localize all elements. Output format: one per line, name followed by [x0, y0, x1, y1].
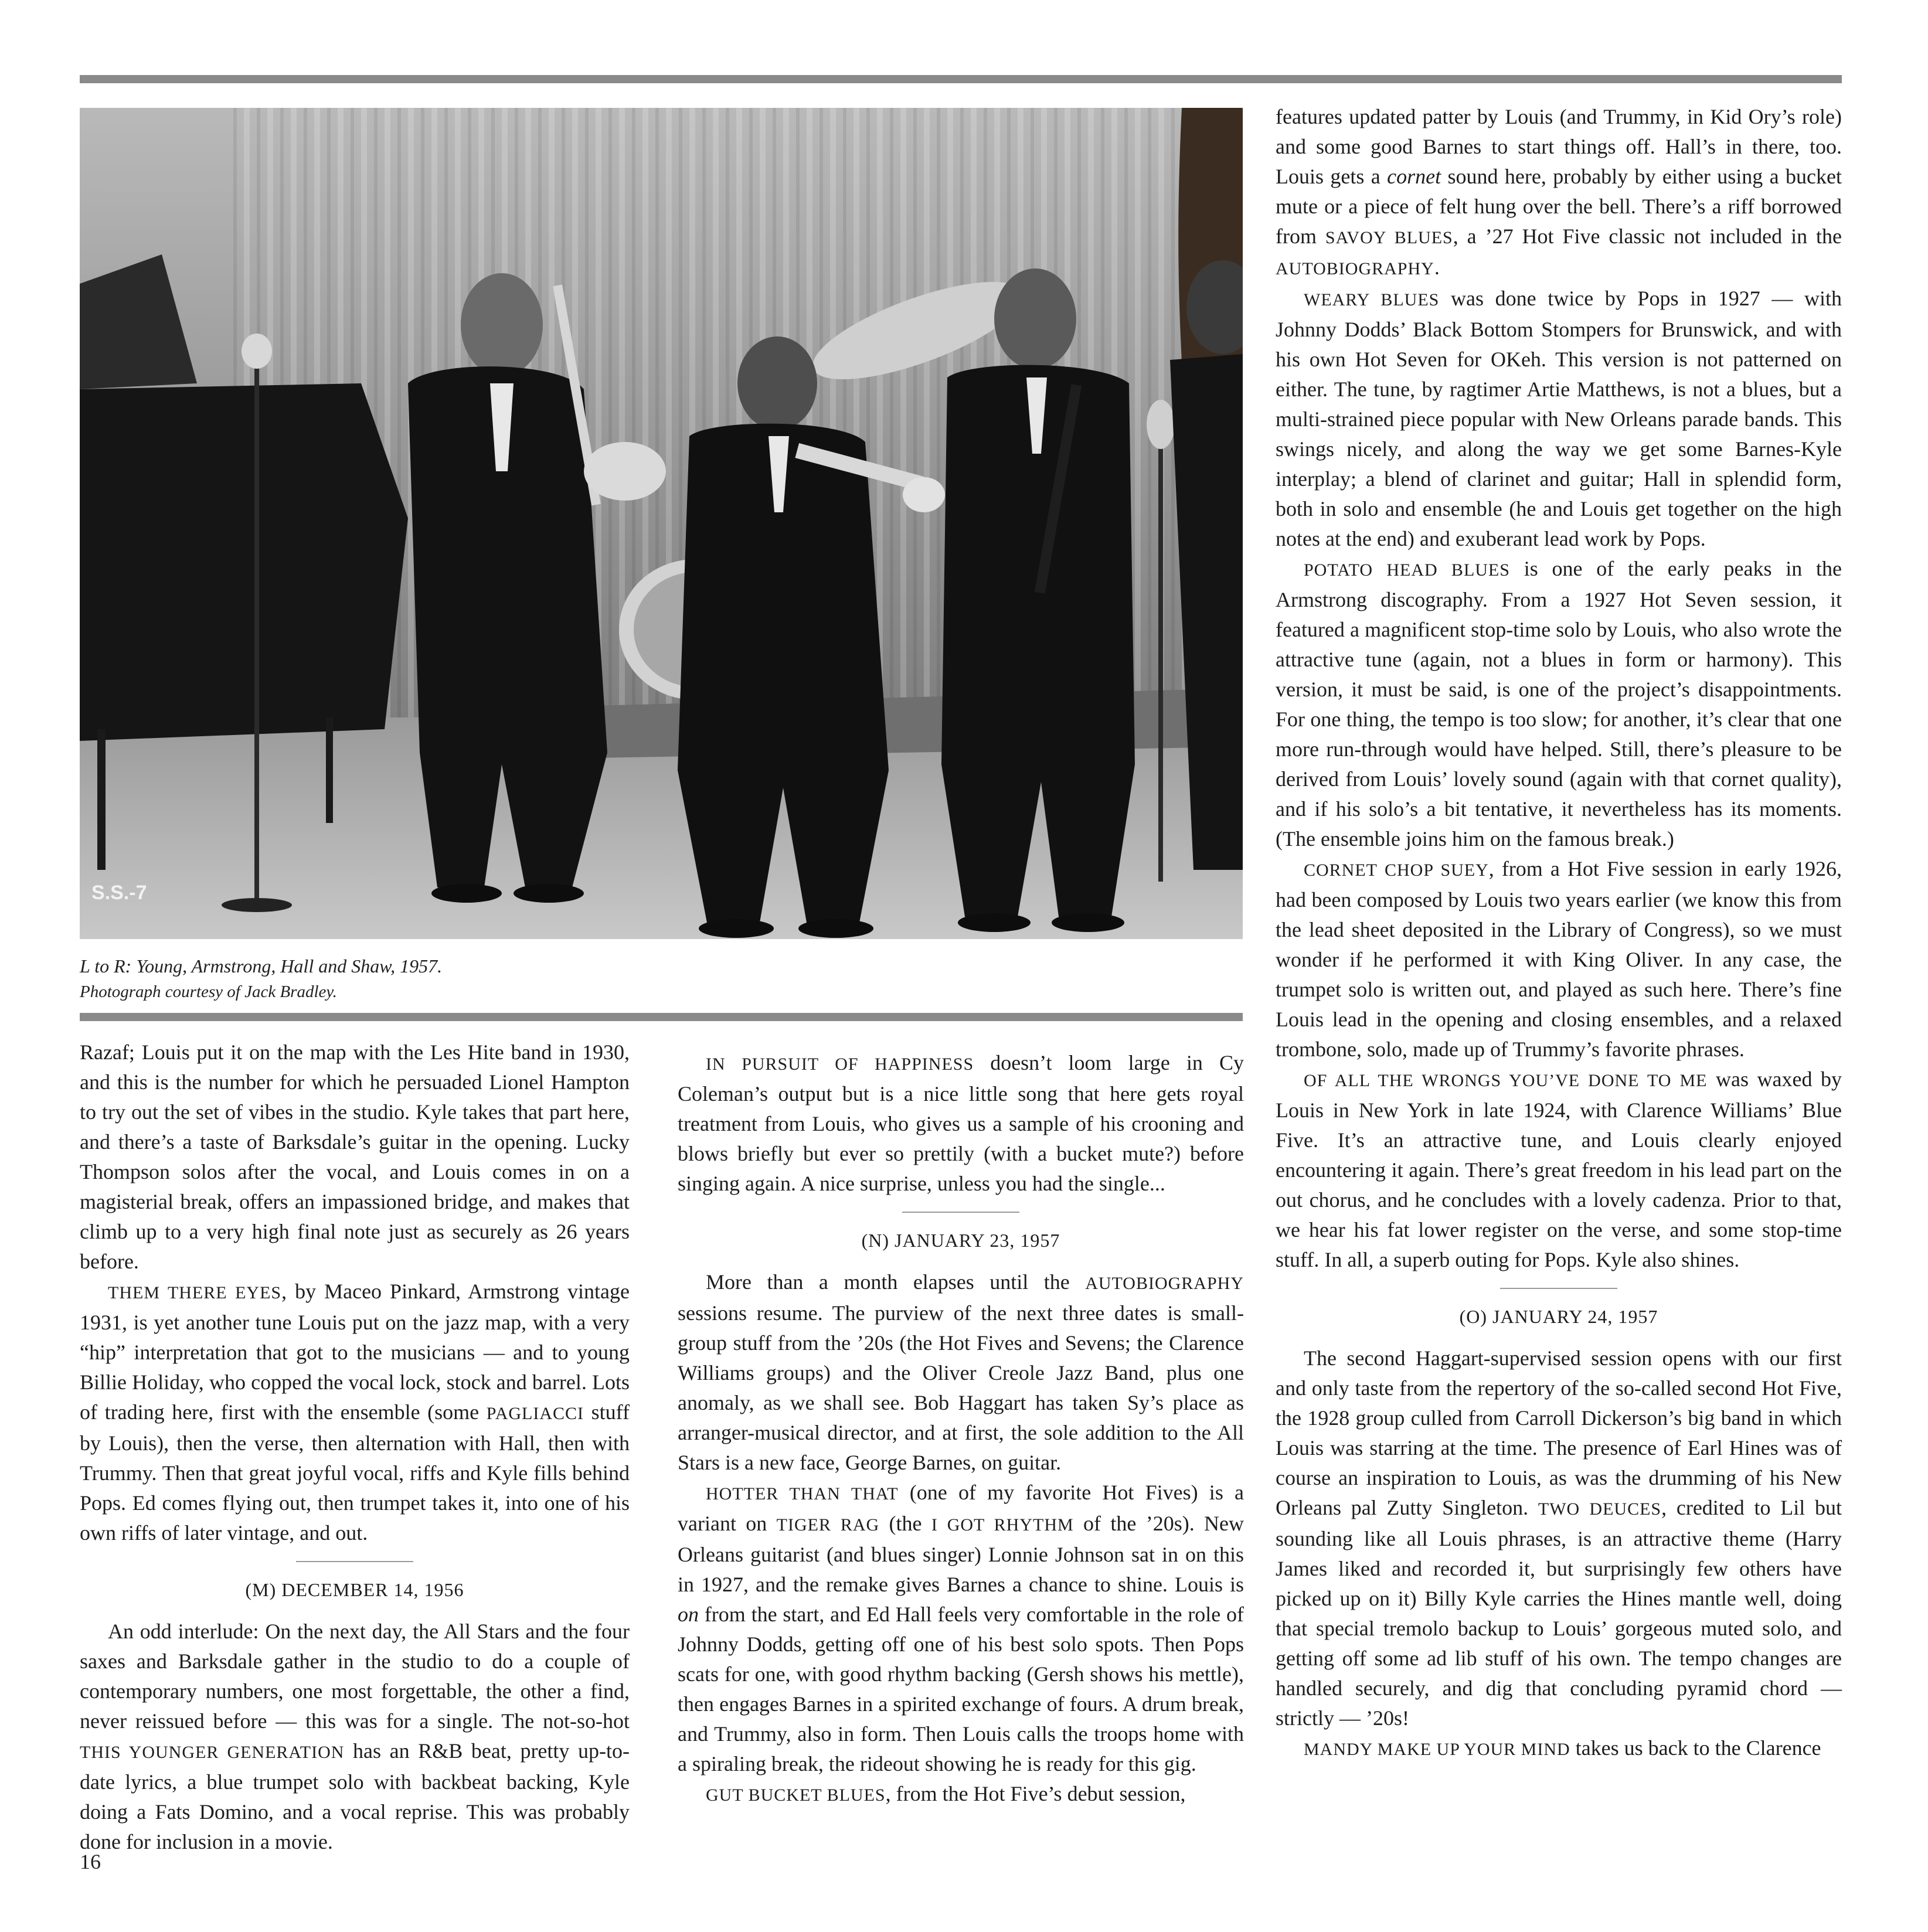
song-title: TIGER RAG: [776, 1515, 880, 1535]
column-2: [678, 1048, 1244, 1810]
text-run: , a ’27 Hot Five classic not included in the: [1453, 225, 1842, 248]
text-run: is one of the early peaks in the Armstrong discography. From a 1927 Hot Seven session, it featured a magnificent stop-time solo by Louis, who also wrote the attractive tune (again, not a blues in form or harmony). This version, it must be said, is one of the project’s disappointments. For one thing, the tempo is too slow; for another, it’s clear that one more run-through would have helped. Still, there’s pleasure to be derived from Louis’ lovely sound (again with that cornet quality), and if his solo’s a bit tentative, it nevertheless has its moments. (The ensemble joins him on the famous break.): [1276, 557, 1842, 851]
song-title: IN PURSUIT OF HAPPINESS: [706, 1055, 974, 1074]
photo-caption: [80, 953, 1243, 1005]
song-title: THEM THERE EYES: [108, 1283, 282, 1302]
band-photograph: [80, 108, 1243, 939]
text-run: stuff by Louis), then the verse, then alternation with Hall, then with Trummy. Then that great joyful vocal, riffs and Kyle fills behind Pops. Ed comes flying out, then trumpet takes it, into one of his own riffs of later vintage, and out.: [80, 1400, 630, 1545]
text-run: , credited to Lil but sounding like all Louis phrases, is an attractive theme (Harry James liked and recorded it, but surprisingly few others have picked up on it) Billy Kyle carries the Hines mantle well, doing that special tremolo backup to Louis’ gorgeous muted solo, and getting off some ad lib stuff of his own. The tempo changes are handled securely, and dig that concluding pyramid chord — strictly — ’20s!: [1276, 1496, 1842, 1730]
paragraph: [1276, 284, 1842, 554]
song-title: PAGLIACCI: [486, 1404, 584, 1423]
column-3: [1276, 102, 1842, 1764]
paragraph: [1276, 1733, 1842, 1764]
paragraph: [80, 1617, 630, 1857]
paragraph: [1276, 854, 1842, 1064]
paragraph: [80, 1277, 630, 1548]
text-run: , from the Hot Five’s debut session,: [885, 1782, 1186, 1805]
text-run: was waxed by Louis in New York in late 1924, with Clarence Williams’ Blue Five. It’s an attractive tune, and Louis clearly enjoyed encountering it again. There’s great freedom in his lead part on the out chorus, and he concludes with a lovely cadenza. Prior to that, we hear his fat lower register on the verse, and some stop-time stuff. In all, a superb outing for Pops. Kyle also shines.: [1276, 1067, 1842, 1271]
text-run: sessions resume. The purview of the next three dates is small-group stuff from the ’20s (the Hot Fives and Sevens; the Clarence Williams groups) and the Oliver Creole Jazz Band, plus one anomaly, as we shall see. Bob Haggart has taken Sy’s place as arranger-musical director, and at first, the sole addition to the All Stars is a new face, George Barnes, on guitar.: [678, 1301, 1244, 1474]
paragraph: Razaf; Louis put it on the map with the Les Hite band in 1930, and this is the number for which he persuaded Lionel Hampton to try out the set of vibes in the studio. Kyle takes that part here, and there’s a taste of Barksdale’s guitar in the opening. Lucky Thompson solos after the vocal, and Louis comes in on a magisterial break, offers an impassioned bridge, and makes that climb up to a very high final note just as securely as 26 years before.: [80, 1040, 630, 1273]
text-run: The second Haggart-supervised session opens with our first and only taste from the repertory of the so-called second Hot Five, the 1928 group culled from Carroll Dickerson’s big band in which Louis was starring at the time. The presence of Earl Hines was of course an inspiration to Louis, as was the drumming of his New Orleans pal Zutty Singleton.: [1276, 1346, 1842, 1519]
emphasis: on: [678, 1603, 699, 1626]
song-title: MANDY MAKE UP YOUR MIND: [1304, 1740, 1570, 1759]
song-title: AUTOBIOGRAPHY: [1085, 1274, 1244, 1293]
photo-illustration: [80, 108, 1243, 939]
text-run: doesn’t loom large in Cy Coleman’s output but is a nice little song that here gets royal treatment from Louis, who gives us a sample of his crooning and blows briefly but ever so prettily (with a bucket mute?) before singing again. A nice surprise, unless you had the single...: [678, 1051, 1244, 1195]
text-run: was done twice by Pops in 1927 — with Johnny Dodds’ Black Bottom Stompers for Brunswick, and with his own Hot Seven for OKeh. This version is not patterned on either. The tune, by ragtimer Artie Matthews, is not a blues, but a multi-strained piece popular with New Orleans parade bands. This swings nicely, and along the way we get some Barnes-Kyle interplay; a blend of clarinet and guitar; Hall in splendid form, both in solo and ensemble (he and Louis get together on the high notes at the end) and exuberant lead work by Pops.: [1276, 287, 1842, 550]
top-rule: [80, 75, 1842, 83]
song-title: THIS YOUNGER GENERATION: [80, 1743, 345, 1762]
paragraph: [1276, 1064, 1842, 1275]
text-run: An odd interlude: On the next day, the All Stars and the four saxes and Barksdale gather in the studio to do a couple of contemporary numbers, one most forgettable, the other a find, never reissued before — this was for a single. The not-so-hot: [80, 1620, 630, 1733]
emphasis: cornet: [1387, 165, 1441, 188]
text-run: from the start, and Ed Hall feels very comfortable in the role of Johnny Dodds, getting off one of his best solo spots. Then Pops scats for one, with good rhythm backing (Gersh shows his mettle), then engages Barnes in a spirited exchange of fours. A drum break, and Trummy, also in form. Then Louis calls the troops home with a spiraling break, the rideout showing he is ready for this gig.: [678, 1603, 1244, 1775]
song-title: I GOT RHYTHM: [931, 1515, 1074, 1535]
text-run: takes us back to the Clarence: [1570, 1736, 1821, 1760]
paragraph: [1276, 1343, 1842, 1733]
song-title: SAVOY BLUES: [1325, 228, 1453, 247]
text-run: , by Maceo Pinkard, Armstrong vintage 1931, is yet another tune Louis put on the jazz map, with a very “hip” interpretation that got to the musicians — and to young Billie Holiday, who copped the vocal lock, stock and barrel. Lots of trading here, first with the ensemble (some: [80, 1280, 630, 1424]
text-run: , from a Hot Five session in early 1926, had been composed by Louis two years earlier (we know this from the lead sheet deposited in the Library of Congress), so we must wonder if he performed it with King Oliver. In any case, the trumpet solo is written out, and played as such here. There’s fine Louis lead in the opening and closing ensembles, and a relaxed trombone, solo, made up of Trummy’s favorite phrases.: [1276, 857, 1842, 1061]
text-run: has an R&B beat, pretty up-to-date lyrics, a blue trumpet solo with backbeat backing, Kyle doing a Fats Domino, and a vocal reprise. This was probably done for inclusion in a movie.: [80, 1739, 630, 1853]
song-title: WEARY BLUES: [1304, 290, 1440, 309]
paragraph: [1276, 554, 1842, 854]
text-run: (one of my favorite Hot Fives) is a variant on: [678, 1481, 1244, 1535]
text-run: features updated patter by Louis (and Trummy, in Kid Ory’s role) and some good Barnes to start things off. Hall’s in there, too. Louis gets a: [1276, 105, 1842, 188]
caption-line-2: Photograph courtesy of Jack Bradley.: [80, 982, 337, 1001]
song-title: GUT BUCKET BLUES: [706, 1785, 886, 1805]
paragraph: [678, 1048, 1244, 1199]
text-run: of the ’20s). New Orleans guitarist (and blues singer) Lonnie Johnson sat in on this in 1927, and the remake gives Barnes a chance to shine. Louis is: [678, 1512, 1244, 1596]
paragraph: [678, 1478, 1244, 1779]
paragraph: [678, 1779, 1244, 1810]
song-title: OF ALL THE WRONGS YOU’VE DONE TO ME: [1304, 1071, 1708, 1090]
photo-marking: S.S.-7: [91, 882, 147, 904]
caption-line-1: L to R: Young, Armstrong, Hall and Shaw, 1957.: [80, 955, 443, 977]
column-1: [80, 1038, 630, 1857]
song-title: HOTTER THAN THAT: [706, 1484, 899, 1504]
song-title: TWO DEUCES: [1538, 1499, 1662, 1519]
paragraph: [1276, 102, 1842, 284]
text-run: (the: [879, 1512, 931, 1535]
paragraph: [678, 1267, 1244, 1478]
text-run: .: [1434, 256, 1440, 279]
song-title: CORNET CHOP SUEY: [1304, 860, 1489, 880]
text-run: More than a month elapses until the: [706, 1270, 1086, 1294]
page-number: 16: [80, 1850, 101, 1873]
session-heading: (N) JANUARY 23, 1957: [678, 1212, 1244, 1256]
session-heading: (M) DECEMBER 14, 1956: [80, 1561, 630, 1605]
middle-rule: [80, 1013, 1243, 1021]
song-title: POTATO HEAD BLUES: [1304, 560, 1510, 580]
text-run: sound here, probably by either using a bucket mute or a piece of felt hung over the bell. There’s a riff borrowed from: [1276, 165, 1842, 248]
session-heading: (O) JANUARY 24, 1957: [1276, 1288, 1842, 1332]
song-title: AUTOBIOGRAPHY: [1276, 259, 1434, 278]
